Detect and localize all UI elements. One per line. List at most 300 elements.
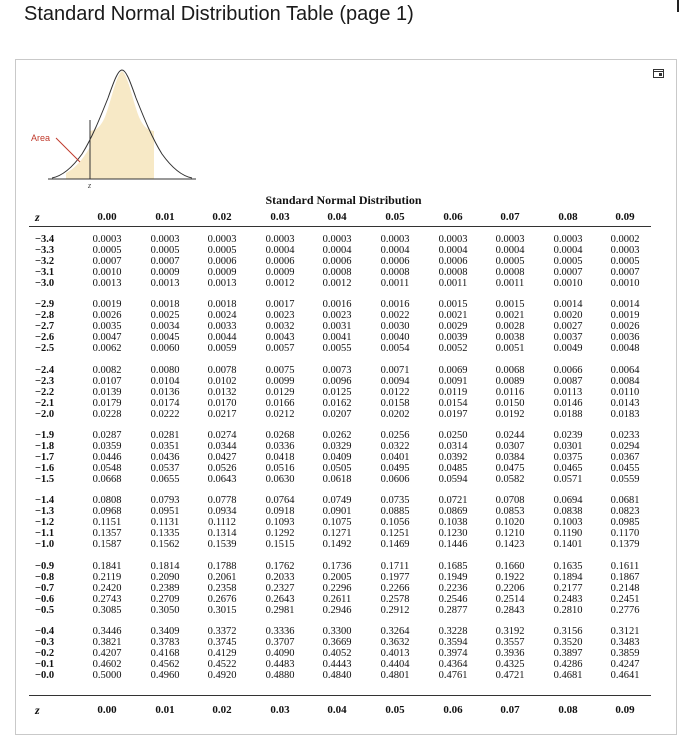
probability-cell: 0.0019	[92, 299, 122, 310]
probability-cell: 0.0004	[438, 245, 468, 256]
probability-cell: 0.3557	[495, 637, 525, 648]
probability-cell: 0.0064	[610, 365, 640, 376]
probability-cell: 0.0018	[207, 299, 237, 310]
probability-cell: 0.1762	[265, 561, 295, 572]
probability-cell: 0.0073	[322, 365, 352, 376]
probability-cell: 0.0040	[380, 332, 410, 343]
probability-cell: 0.0012	[322, 278, 352, 289]
probability-cell: 0.0024	[207, 310, 237, 321]
probability-cell: 0.0008	[322, 267, 352, 278]
probability-cell: 0.0048	[610, 343, 640, 354]
probability-cell: 0.3707	[265, 637, 295, 648]
probability-cell: 0.3669	[322, 637, 352, 648]
z-value: −2.9	[35, 299, 55, 310]
probability-cell: 0.0020	[553, 310, 583, 321]
probability-cell: 0.0013	[150, 278, 180, 289]
probability-cell: 0.0256	[380, 430, 410, 441]
probability-cell: 0.1038	[438, 517, 468, 528]
probability-cell: 0.0010	[553, 278, 583, 289]
probability-cell: 0.1841	[92, 561, 122, 572]
z-value: −1.6	[35, 463, 55, 474]
probability-cell: 0.4404	[380, 659, 410, 670]
probability-cell: 0.0516	[265, 463, 295, 474]
probability-cell: 0.0043	[265, 332, 295, 343]
probability-cell: 0.0014	[610, 299, 640, 310]
probability-cell: 0.3936	[495, 648, 525, 659]
probability-cell: 0.0008	[438, 267, 468, 278]
probability-cell: 0.0281	[150, 430, 180, 441]
probability-cell: 0.4920	[207, 670, 237, 681]
probability-cell: 0.0143	[610, 398, 640, 409]
probability-cell: 0.1335	[150, 528, 180, 539]
probability-cell: 0.0005	[610, 256, 640, 267]
probability-cell: 0.0091	[438, 376, 468, 387]
probability-cell: 0.3483	[610, 637, 640, 648]
probability-cell: 0.0038	[495, 332, 525, 343]
probability-cell: 0.0630	[265, 474, 295, 485]
z-value: −1.8	[35, 441, 55, 452]
probability-cell: 0.0136	[150, 387, 180, 398]
probability-cell: 0.0037	[553, 332, 583, 343]
probability-cell: 0.0006	[438, 256, 468, 267]
probability-cell: 0.0465	[553, 463, 583, 474]
probability-cell: 0.0078	[207, 365, 237, 376]
area-label: Area	[31, 133, 51, 143]
probability-cell: 0.0287	[92, 430, 122, 441]
probability-cell: 0.2546	[438, 594, 468, 605]
probability-cell: 0.3015	[207, 605, 237, 616]
z-value: −3.3	[35, 245, 55, 256]
z-value: −0.6	[35, 594, 55, 605]
probability-cell: 0.2177	[553, 583, 583, 594]
probability-cell: 0.0125	[322, 387, 352, 398]
probability-cell: 0.0179	[92, 398, 122, 409]
probability-cell: 0.1894	[553, 572, 583, 583]
probability-cell: 0.2843	[495, 605, 525, 616]
expand-icon[interactable]	[653, 69, 664, 78]
probability-cell: 0.4602	[92, 659, 122, 670]
probability-cell: 0.1056	[380, 517, 410, 528]
probability-cell: 0.1379	[610, 539, 640, 550]
probability-cell: 0.0174	[150, 398, 180, 409]
probability-cell: 0.0003	[265, 234, 295, 245]
probability-cell: 0.2119	[92, 572, 122, 583]
probability-cell: 0.0004	[265, 245, 295, 256]
probability-cell: 0.3783	[150, 637, 180, 648]
probability-cell: 0.0044	[207, 332, 237, 343]
probability-cell: 0.0039	[438, 332, 468, 343]
probability-cell: 0.0239	[553, 430, 583, 441]
probability-cell: 0.1539	[207, 539, 237, 550]
probability-cell: 0.4247	[610, 659, 640, 670]
probability-cell: 0.0021	[438, 310, 468, 321]
probability-cell: 0.2810	[553, 605, 583, 616]
probability-cell: 0.3897	[553, 648, 583, 659]
column-header-bottom: 0.04	[327, 704, 347, 716]
probability-cell: 0.0526	[207, 463, 237, 474]
probability-cell: 0.0016	[380, 299, 410, 310]
probability-cell: 0.0023	[322, 310, 352, 321]
z-value: −1.5	[35, 474, 55, 485]
probability-cell: 0.1314	[207, 528, 237, 539]
probability-cell: 0.5000	[92, 670, 122, 681]
z-value: −3.4	[35, 234, 55, 245]
probability-cell: 0.0009	[150, 267, 180, 278]
probability-cell: 0.0401	[380, 452, 410, 463]
probability-cell: 0.0009	[265, 267, 295, 278]
probability-cell: 0.1093	[265, 517, 295, 528]
probability-cell: 0.0495	[380, 463, 410, 474]
probability-cell: 0.2676	[207, 594, 237, 605]
probability-cell: 0.0606	[380, 474, 410, 485]
probability-cell: 0.2451	[610, 594, 640, 605]
probability-cell: 0.1469	[380, 539, 410, 550]
z-value: −0.5	[35, 605, 55, 616]
probability-cell: 0.0036	[610, 332, 640, 343]
probability-cell: 0.0681	[610, 495, 640, 506]
probability-cell: 0.0055	[322, 343, 352, 354]
probability-cell: 0.0222	[150, 409, 180, 420]
probability-cell: 0.0002	[610, 234, 640, 245]
probability-cell: 0.4761	[438, 670, 468, 681]
probability-cell: 0.2005	[322, 572, 352, 583]
probability-cell: 0.0003	[553, 234, 583, 245]
probability-cell: 0.0764	[265, 495, 295, 506]
probability-cell: 0.3264	[380, 626, 410, 637]
z-value: −0.2	[35, 648, 55, 659]
probability-cell: 0.0047	[92, 332, 122, 343]
z-value: −3.1	[35, 267, 55, 278]
probability-cell: 0.0011	[380, 278, 410, 289]
probability-cell: 0.0170	[207, 398, 237, 409]
probability-cell: 0.0301	[553, 441, 583, 452]
probability-cell: 0.0102	[207, 376, 237, 387]
probability-cell: 0.0021	[495, 310, 525, 321]
probability-cell: 0.0268	[265, 430, 295, 441]
probability-cell: 0.0087	[553, 376, 583, 387]
probability-cell: 0.0582	[495, 474, 525, 485]
z-value: −0.0	[35, 670, 55, 681]
column-header-bottom: 0.02	[212, 704, 232, 716]
probability-cell: 0.0094	[380, 376, 410, 387]
probability-cell: 0.0069	[438, 365, 468, 376]
probability-cell: 0.0008	[495, 267, 525, 278]
z-value: −3.0	[35, 278, 55, 289]
probability-cell: 0.0041	[322, 332, 352, 343]
probability-cell: 0.0409	[322, 452, 352, 463]
probability-cell: 0.0006	[380, 256, 410, 267]
probability-cell: 0.2358	[207, 583, 237, 594]
probability-cell: 0.2743	[92, 594, 122, 605]
probability-cell: 0.4522	[207, 659, 237, 670]
probability-cell: 0.1685	[438, 561, 468, 572]
probability-cell: 0.0485	[438, 463, 468, 474]
probability-cell: 0.4562	[150, 659, 180, 670]
column-header-bottom: 0.03	[270, 704, 290, 716]
probability-cell: 0.0099	[265, 376, 295, 387]
probability-cell: 0.0022	[380, 310, 410, 321]
probability-cell: 0.0778	[207, 495, 237, 506]
probability-cell: 0.0934	[207, 506, 237, 517]
probability-cell: 0.0202	[380, 409, 410, 420]
probability-cell: 0.0367	[610, 452, 640, 463]
probability-cell: 0.1977	[380, 572, 410, 583]
probability-cell: 0.0003	[322, 234, 352, 245]
z-header-top: z	[35, 210, 40, 224]
probability-cell: 0.1660	[495, 561, 525, 572]
probability-cell: 0.0668	[92, 474, 122, 485]
z-value: −2.7	[35, 321, 55, 332]
probability-cell: 0.0004	[553, 245, 583, 256]
probability-cell: 0.2148	[610, 583, 640, 594]
probability-cell: 0.3300	[322, 626, 352, 637]
probability-cell: 0.1292	[265, 528, 295, 539]
probability-cell: 0.1230	[438, 528, 468, 539]
probability-cell: 0.0475	[495, 463, 525, 474]
probability-cell: 0.0985	[610, 517, 640, 528]
z-value: −1.2	[35, 517, 55, 528]
probability-cell: 0.1635	[553, 561, 583, 572]
probability-cell: 0.2514	[495, 594, 525, 605]
probability-cell: 0.0012	[265, 278, 295, 289]
z-value: −0.4	[35, 626, 55, 637]
probability-cell: 0.0721	[438, 495, 468, 506]
probability-cell: 0.0003	[92, 234, 122, 245]
normal-curve-graphic	[22, 62, 222, 192]
probability-cell: 0.0017	[265, 299, 295, 310]
column-header-top: 0.09	[615, 211, 635, 223]
probability-cell: 0.4090	[265, 648, 295, 659]
probability-cell: 0.0262	[322, 430, 352, 441]
probability-cell: 0.0838	[553, 506, 583, 517]
probability-cell: 0.0007	[92, 256, 122, 267]
probability-cell: 0.0080	[150, 365, 180, 376]
column-header-bottom: 0.05	[385, 704, 405, 716]
probability-cell: 0.0446	[92, 452, 122, 463]
probability-cell: 0.1736	[322, 561, 352, 572]
probability-cell: 0.2327	[265, 583, 295, 594]
probability-cell: 0.0026	[92, 310, 122, 321]
probability-cell: 0.3520	[553, 637, 583, 648]
probability-cell: 0.1423	[495, 539, 525, 550]
probability-cell: 0.3050	[150, 605, 180, 616]
column-header-top: 0.08	[558, 211, 578, 223]
probability-cell: 0.2033	[265, 572, 295, 583]
probability-cell: 0.0014	[553, 299, 583, 310]
probability-cell: 0.0537	[150, 463, 180, 474]
probability-cell: 0.0003	[207, 234, 237, 245]
column-header-bottom: 0.01	[155, 704, 175, 716]
probability-cell: 0.0250	[438, 430, 468, 441]
probability-cell: 0.0183	[610, 409, 640, 420]
probability-cell: 0.0052	[438, 343, 468, 354]
probability-cell: 0.0005	[553, 256, 583, 267]
probability-cell: 0.0011	[438, 278, 468, 289]
probability-cell: 0.4840	[322, 670, 352, 681]
probability-cell: 0.0436	[150, 452, 180, 463]
probability-cell: 0.1562	[150, 539, 180, 550]
probability-cell: 0.1020	[495, 517, 525, 528]
probability-cell: 0.0217	[207, 409, 237, 420]
probability-cell: 0.0455	[610, 463, 640, 474]
probability-cell: 0.3372	[207, 626, 237, 637]
curve-fill	[90, 71, 154, 179]
probability-cell: 0.0005	[150, 245, 180, 256]
probability-cell: 0.0006	[207, 256, 237, 267]
probability-cell: 0.0314	[438, 441, 468, 452]
probability-cell: 0.1587	[92, 539, 122, 550]
probability-cell: 0.0571	[553, 474, 583, 485]
probability-cell: 0.0104	[150, 376, 180, 387]
probability-cell: 0.0015	[495, 299, 525, 310]
probability-cell: 0.1922	[495, 572, 525, 583]
probability-cell: 0.1814	[150, 561, 180, 572]
column-header-top: 0.02	[212, 211, 232, 223]
z-value: −3.2	[35, 256, 55, 267]
probability-cell: 0.0059	[207, 343, 237, 354]
probability-cell: 0.2236	[438, 583, 468, 594]
probability-cell: 0.0322	[380, 441, 410, 452]
probability-cell: 0.0244	[495, 430, 525, 441]
probability-cell: 0.4443	[322, 659, 352, 670]
column-header-bottom: 0.09	[615, 704, 635, 716]
probability-cell: 0.0005	[92, 245, 122, 256]
probability-cell: 0.0735	[380, 495, 410, 506]
probability-cell: 0.0003	[150, 234, 180, 245]
probability-cell: 0.3446	[92, 626, 122, 637]
probability-cell: 0.0011	[495, 278, 525, 289]
probability-cell: 0.4286	[553, 659, 583, 670]
probability-cell: 0.0207	[322, 409, 352, 420]
probability-cell: 0.0045	[150, 332, 180, 343]
probability-cell: 0.2643	[265, 594, 295, 605]
probability-cell: 0.0885	[380, 506, 410, 517]
header-rule	[29, 226, 651, 227]
probability-cell: 0.2578	[380, 594, 410, 605]
probability-cell: 0.0708	[495, 495, 525, 506]
probability-cell: 0.0233	[610, 430, 640, 441]
probability-cell: 0.0075	[265, 365, 295, 376]
probability-cell: 0.0808	[92, 495, 122, 506]
probability-cell: 0.0028	[495, 321, 525, 332]
probability-cell: 0.3745	[207, 637, 237, 648]
probability-cell: 0.1401	[553, 539, 583, 550]
z-value: −1.1	[35, 528, 55, 539]
z-value: −0.7	[35, 583, 55, 594]
column-header-bottom: 0.07	[500, 704, 520, 716]
probability-cell: 0.0003	[380, 234, 410, 245]
probability-cell: 0.0918	[265, 506, 295, 517]
z-value: −0.3	[35, 637, 55, 648]
probability-cell: 0.2981	[265, 605, 295, 616]
probability-cell: 0.2061	[207, 572, 237, 583]
probability-cell: 0.0084	[610, 376, 640, 387]
probability-cell: 0.0110	[610, 387, 640, 398]
probability-cell: 0.0082	[92, 365, 122, 376]
probability-cell: 0.0007	[610, 267, 640, 278]
probability-cell: 0.1190	[553, 528, 583, 539]
probability-cell: 0.2709	[150, 594, 180, 605]
probability-cell: 0.0505	[322, 463, 352, 474]
probability-cell: 0.0008	[380, 267, 410, 278]
probability-cell: 0.0013	[207, 278, 237, 289]
probability-cell: 0.0212	[265, 409, 295, 420]
probability-cell: 0.0107	[92, 376, 122, 387]
probability-cell: 0.2266	[380, 583, 410, 594]
z-value: −2.4	[35, 365, 55, 376]
z-value: −1.7	[35, 452, 55, 463]
probability-cell: 0.0025	[150, 310, 180, 321]
probability-cell: 0.0329	[322, 441, 352, 452]
probability-cell: 0.4325	[495, 659, 525, 670]
probability-cell: 0.3228	[438, 626, 468, 637]
probability-cell: 0.1492	[322, 539, 352, 550]
probability-cell: 0.4168	[150, 648, 180, 659]
probability-cell: 0.0054	[380, 343, 410, 354]
probability-cell: 0.3821	[92, 637, 122, 648]
probability-cell: 0.1949	[438, 572, 468, 583]
probability-cell: 0.2090	[150, 572, 180, 583]
probability-cell: 0.0013	[92, 278, 122, 289]
probability-cell: 0.4483	[265, 659, 295, 670]
probability-cell: 0.0146	[553, 398, 583, 409]
probability-cell: 0.2483	[553, 594, 583, 605]
probability-cell: 0.0006	[322, 256, 352, 267]
probability-cell: 0.0032	[265, 321, 295, 332]
table-title: Standard Normal Distribution	[265, 193, 422, 207]
probability-cell: 0.0228	[92, 409, 122, 420]
probability-cell: 0.0116	[495, 387, 525, 398]
probability-cell: 0.3192	[495, 626, 525, 637]
probability-cell: 0.0951	[150, 506, 180, 517]
probability-cell: 0.1131	[150, 517, 180, 528]
probability-cell: 0.0033	[207, 321, 237, 332]
probability-cell: 0.0344	[207, 441, 237, 452]
column-header-top: 0.01	[155, 211, 175, 223]
probability-cell: 0.0192	[495, 409, 525, 420]
probability-cell: 0.2206	[495, 583, 525, 594]
column-header-top: 0.06	[443, 211, 463, 223]
probability-cell: 0.2877	[438, 605, 468, 616]
probability-cell: 0.3156	[553, 626, 583, 637]
probability-cell: 0.0122	[380, 387, 410, 398]
probability-cell: 0.0336	[265, 441, 295, 452]
z-value: −2.8	[35, 310, 55, 321]
column-header-bottom: 0.08	[558, 704, 578, 716]
probability-cell: 0.4129	[207, 648, 237, 659]
probability-cell: 0.1210	[495, 528, 525, 539]
probability-cell: 0.0154	[438, 398, 468, 409]
probability-cell: 0.0375	[553, 452, 583, 463]
probability-cell: 0.0062	[92, 343, 122, 354]
probability-cell: 0.4681	[553, 670, 583, 681]
probability-cell: 0.0004	[380, 245, 410, 256]
probability-cell: 0.0694	[553, 495, 583, 506]
probability-cell: 0.4364	[438, 659, 468, 670]
probability-cell: 0.0392	[438, 452, 468, 463]
probability-cell: 0.0793	[150, 495, 180, 506]
probability-cell: 0.3121	[610, 626, 640, 637]
window-edge-marker	[677, 0, 679, 12]
probability-cell: 0.2946	[322, 605, 352, 616]
probability-cell: 0.1867	[610, 572, 640, 583]
column-header-bottom: 0.06	[443, 704, 463, 716]
column-header-top: 0.00	[97, 211, 117, 223]
probability-cell: 0.0071	[380, 365, 410, 376]
probability-cell: 0.0197	[438, 409, 468, 420]
area-pointer	[56, 138, 80, 162]
probability-cell: 0.1711	[380, 561, 410, 572]
